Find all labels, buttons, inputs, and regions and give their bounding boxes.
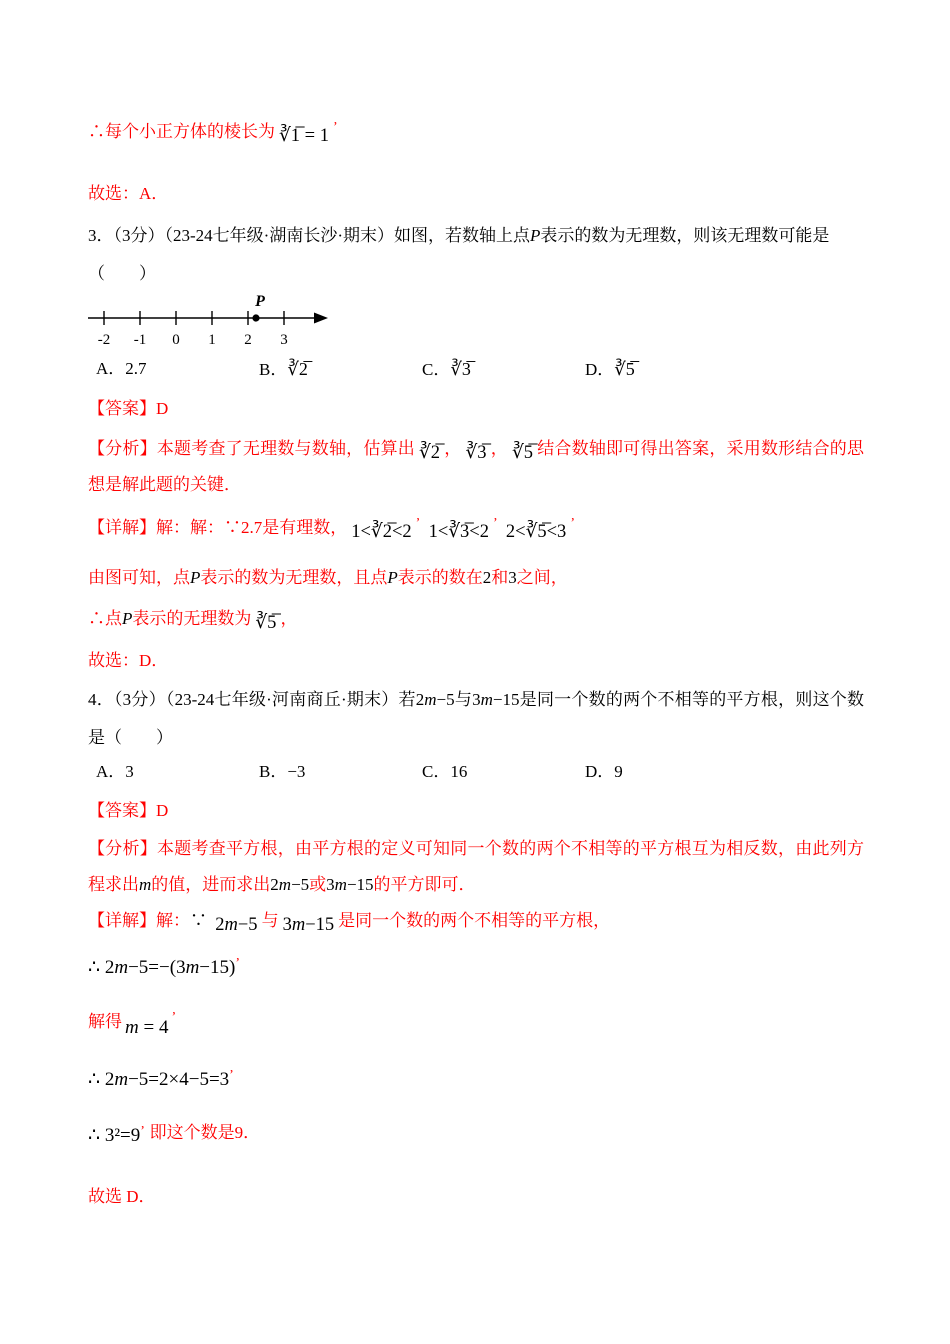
q3-option-a: [96, 354, 259, 385]
formula-2m-5: [270, 875, 309, 894]
tick-label: 2: [244, 332, 252, 348]
option-label: D．: [585, 360, 615, 379]
detail-text: 表示的数在: [397, 568, 483, 587]
var-m: m: [125, 1017, 139, 1038]
q3-choose-line: 故选：D．: [88, 651, 169, 670]
num: 2: [415, 690, 425, 709]
radical-formula: ∛5̅: [255, 613, 277, 633]
q4-analysis: [88, 831, 864, 903]
q4-equation-3: [88, 1065, 864, 1097]
analysis-text: 的平方即可．: [373, 875, 476, 894]
equation-end: ): [229, 957, 236, 978]
num: 2: [104, 957, 115, 978]
comma-mark: ’: [332, 120, 338, 135]
q4-option-c: C．16: [422, 762, 468, 781]
num: −15: [492, 690, 520, 709]
q2-conclusion-text: ∴每个小正方体的棱长为: [88, 122, 275, 141]
because-sign: ∵: [190, 911, 212, 930]
comma-mark: ’: [492, 516, 498, 531]
inequality-formula: 2<∛5̅<3: [505, 522, 567, 542]
num: −15: [346, 875, 374, 894]
var-m: m: [334, 875, 347, 894]
var-p: P: [387, 568, 398, 587]
q3-detail-line2: [88, 563, 864, 593]
q4-option-a: A．3: [96, 762, 134, 781]
formula-3m-15: [283, 915, 335, 935]
q4-option-b: B．−3: [259, 762, 306, 781]
var-m: m: [480, 690, 493, 709]
q4-stem-mid: 与: [454, 690, 473, 709]
q3-stem-post: 表示的数为无理数，则该无理数可能是: [540, 226, 830, 245]
num: −5: [436, 690, 455, 709]
analysis-text: ，: [444, 439, 462, 458]
formula-2m-5: [416, 690, 455, 709]
num: −5: [128, 1069, 149, 1090]
therefore-sign: ∴: [88, 1069, 105, 1090]
formula-2m-5: [105, 957, 148, 978]
inequality-formula: 1<∛3̅<2: [428, 522, 489, 542]
formula-3m-15: [176, 957, 229, 978]
num: −5: [237, 915, 258, 935]
q2-choose-line: 故选：A．: [88, 184, 169, 203]
formula-3m-15: [472, 690, 519, 709]
tick-label: -1: [133, 332, 147, 348]
num: 3: [326, 875, 335, 894]
num: = 4: [138, 1017, 169, 1038]
detail-text: 与: [261, 911, 279, 930]
var-m: m: [185, 957, 200, 978]
detail-text: 表示的数为无理数，且点: [200, 568, 388, 587]
formula-m-4: [125, 1017, 168, 1038]
tick-label: 0: [172, 332, 180, 348]
q4-options-row: [88, 757, 864, 787]
analysis-text: 【分析】本题考查了无理数与数轴，估算出: [88, 439, 416, 458]
answer-value: D: [156, 801, 169, 820]
radical-formula: ∛3̅: [465, 443, 487, 463]
q4-equation-4: [88, 1121, 864, 1153]
tick-label: 1: [208, 332, 216, 348]
q3-conclusion-line: [88, 603, 864, 635]
analysis-text: 或: [309, 875, 327, 894]
q2-conclusion-line: [88, 116, 864, 150]
option-formula: ∛5̅: [614, 359, 635, 379]
var-p: P: [529, 226, 541, 245]
option-label: C．: [422, 360, 451, 379]
q4-option-d: D．9: [585, 762, 623, 781]
q4-stem-post: 是同一个数的两个不相等的平方根，则这个数是（ ）: [88, 690, 865, 747]
q4-stem: [88, 681, 864, 757]
tick-label: -2: [97, 332, 111, 348]
q3-answer-line: [88, 393, 864, 425]
number: 2: [482, 568, 492, 587]
conclusion-text: 即这个数是9．: [149, 1123, 261, 1142]
option-formula: ∛2̅: [287, 359, 308, 379]
q3-options-row: [88, 354, 864, 385]
point-p-dot: [252, 314, 259, 321]
q4-stem-pre: 4．（3分）（23-24七年级·河南商丘·期末）若: [88, 690, 416, 709]
point-p-label: P: [255, 294, 265, 310]
num: −15: [199, 957, 230, 978]
detail-text: ∴点: [88, 609, 122, 628]
var-p: P: [190, 568, 201, 587]
q3-analysis: [88, 431, 864, 503]
comma-mark: ’: [235, 956, 241, 971]
q2-conclusion-formula: ∛1̅ = 1: [279, 126, 329, 146]
detail-text: 由图可知，点: [88, 568, 190, 587]
num: 2: [104, 1069, 115, 1090]
q3-stem-pre: 3．（3分）（23-24七年级·湖南长沙·期末）如图，若数轴上点: [88, 226, 530, 245]
comma-mark: ’: [415, 516, 421, 531]
radical-formula: ∛2̅: [419, 443, 441, 463]
formula-3m-15: [326, 875, 373, 894]
equation-mid: =−(: [148, 957, 177, 978]
tick-label: 3: [280, 332, 288, 348]
analysis-text: 的值，进而求出: [151, 875, 271, 894]
num: −5: [128, 957, 149, 978]
detail-text: 是同一个数的两个不相等的平方根，: [338, 911, 611, 930]
solve-label: 解得: [88, 1012, 122, 1031]
analysis-text: 【分析】本题考查平方根，由平方根的定义可知同一个数的两个不相等的平方根互为相反数，由此列方程求出: [88, 839, 864, 894]
num: −15: [305, 915, 335, 935]
analysis-text: 结合数轴即可得出答案，采用数形结合的思想是解此题的关键．: [88, 439, 865, 494]
q4-equation-1: [88, 953, 864, 985]
num: 3: [176, 957, 186, 978]
analysis-text: ，: [490, 439, 508, 458]
q4-equation-2: [88, 1007, 864, 1039]
comma-mark: ’: [229, 1068, 234, 1083]
comma-mark: ’: [570, 516, 575, 531]
inequality-formula: 1<∛2̅<2: [351, 522, 412, 542]
comma-mark: ’: [171, 1010, 177, 1025]
therefore-sign: ∴: [88, 957, 105, 978]
answer-value: D: [156, 399, 169, 418]
var-m: m: [278, 875, 292, 894]
comma-mark: ’: [140, 1124, 145, 1139]
detail-text: 【详解】解：解：∵2.7是有理数，: [88, 518, 348, 537]
detail-text: ，: [280, 609, 298, 628]
detail-text: 表示的无理数为: [132, 609, 252, 628]
var-m: m: [424, 690, 437, 709]
q3-answer-brackets: （ ）: [88, 264, 156, 283]
answer-label: 【答案】: [88, 801, 156, 820]
formula-2m-5: [105, 1069, 148, 1090]
num: −5: [291, 875, 310, 894]
q3-detail-line: [88, 511, 864, 547]
detail-text: 之间，: [516, 568, 568, 587]
num: 3: [472, 690, 481, 709]
formula-2m-5: [215, 915, 257, 935]
detail-text: 【详解】解：: [88, 911, 190, 930]
q3-stem: [88, 218, 864, 254]
equation-mid: =2×4−5=3: [148, 1069, 230, 1090]
q4-detail-line: [88, 905, 864, 937]
option-formula: ∛3̅: [450, 359, 471, 379]
q3-option-c: [422, 354, 585, 385]
number: 3: [508, 568, 517, 587]
option-label: A．2.7: [96, 359, 147, 378]
var-m: m: [139, 875, 152, 894]
q3-option-d: [585, 354, 635, 385]
q3-option-b: [259, 354, 422, 385]
var-p: P: [122, 609, 133, 628]
number-line-figure: [88, 294, 338, 352]
radical-formula: ∛5̅: [511, 443, 533, 463]
option-label: B．: [259, 360, 288, 379]
answer-label: 【答案】: [88, 399, 156, 418]
num: 2: [270, 875, 279, 894]
var-m: m: [224, 915, 238, 935]
detail-text: 和: [491, 568, 509, 587]
q4-choose-line: 故选 D．: [88, 1187, 156, 1206]
num: 3: [282, 915, 292, 935]
q4-answer-line: [88, 795, 864, 827]
var-m: m: [114, 1069, 129, 1090]
axis-arrow-icon: [314, 313, 328, 324]
var-m: m: [291, 915, 306, 935]
var-m: m: [114, 957, 129, 978]
equation-text: ∴ 3²=9: [88, 1125, 141, 1146]
num: 2: [215, 915, 225, 935]
